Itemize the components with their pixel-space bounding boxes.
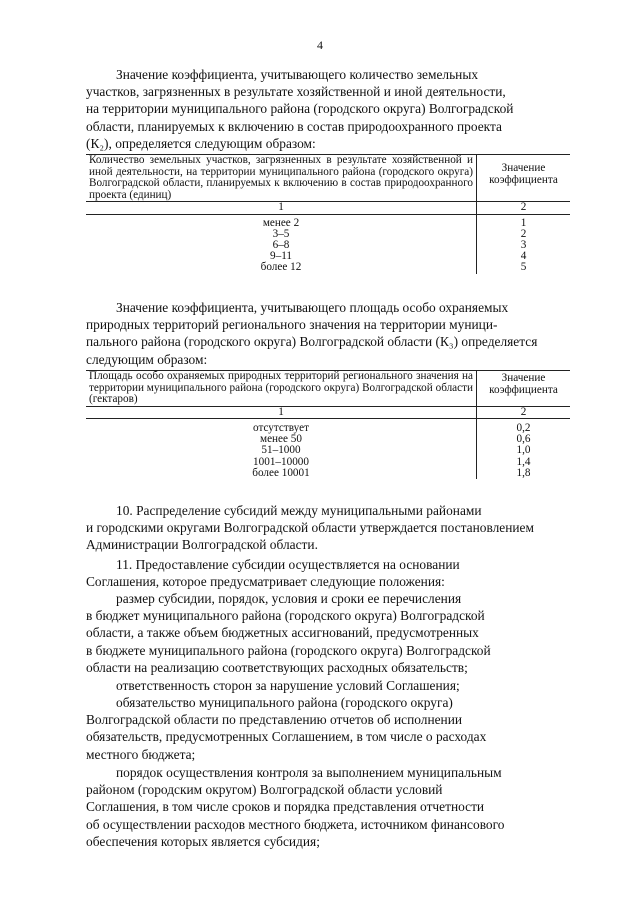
- text-line: размер субсидии, порядок, условия и сроки ее перечисления: [116, 591, 462, 606]
- k2-value-cell: 3: [520, 238, 527, 251]
- k3-intro-paragraph: [86, 299, 570, 368]
- table-row: [86, 468, 570, 479]
- k2-range-cell: 9–11: [86, 251, 477, 262]
- text-line: районом (городским округом) Волгоградской области условий: [86, 782, 443, 798]
- text-line: области, планируемых к включению в состав природоохранного проекта: [86, 118, 502, 134]
- k2-range-cell: менее 2: [86, 214, 477, 229]
- text-line: области, а также объем бюджетных ассигнований, предусмотренных: [86, 625, 479, 641]
- page-number: 4: [317, 38, 323, 52]
- k2-value-cell: 2: [520, 227, 527, 240]
- k2-value-cell: 1: [520, 216, 527, 229]
- table-row: [86, 419, 570, 435]
- table-row: [86, 434, 570, 445]
- k3-range-cell: более 10001: [86, 468, 477, 479]
- k3-header-left: Площадь особо охраняемых природных территорий регионального значения на территории муниципального района (городского округа) Волгоградской области (гектаров): [86, 371, 477, 407]
- text-line: Значение коэффициента, учитывающего площадь особо охраняемых: [116, 300, 509, 315]
- provision-item-subsidy-size: [86, 590, 570, 676]
- table-row: [86, 445, 570, 456]
- text-line: и городскими округами Волгоградской области утверждается постановлением: [86, 520, 534, 536]
- paragraph-10: [86, 502, 570, 554]
- k2-range-cell: 3–5: [86, 229, 477, 240]
- text-line: в бюджете муниципального района (городского округа) Волгоградской: [86, 642, 491, 658]
- text-line: Значение коэффициента, учитывающего количество земельных: [116, 67, 479, 82]
- provision-item-responsibility: [86, 677, 570, 694]
- text-line: Администрации Волгоградской области.: [86, 537, 318, 553]
- k2-column-number-1: 1: [86, 202, 477, 215]
- text-line: на территории муниципального района (городского округа) Волгоградской: [86, 101, 514, 117]
- k3-value-cell: 0,2: [516, 422, 531, 434]
- k2-intro-paragraph: [86, 66, 570, 152]
- k3-value-cell: 1,0: [516, 444, 531, 457]
- k2-header-right: Значение коэффициента: [477, 155, 571, 202]
- k3-column-number-1: 1: [86, 406, 477, 419]
- provision-item-control-procedure: [86, 764, 570, 850]
- text-line: порядок осуществления контроля за выполнением муниципальным: [116, 765, 502, 780]
- k3-range-cell: 1001–10000: [86, 457, 477, 468]
- text-line: области на реализацию соответствующих расходных обязательств;: [86, 659, 468, 675]
- k3-range-cell: 51–1000: [86, 445, 477, 456]
- paragraph-11: [86, 556, 570, 590]
- k3-value-cell: 1,8: [516, 466, 531, 479]
- k2-column-number-2: 2: [477, 202, 571, 215]
- k2-value-cell: 5: [520, 261, 527, 274]
- text-line: местного бюджета;: [86, 746, 196, 762]
- text-line: обязательство муниципального района (городского округа): [116, 695, 453, 710]
- k3-coefficient-table: [86, 370, 570, 479]
- table-row: [86, 251, 570, 262]
- k3-range-cell: отсутствует: [86, 419, 477, 435]
- text-line: Волгоградской области по представлению отчетов об исполнении: [86, 712, 463, 728]
- text-line: Соглашения, которое предусматривает следующие положения:: [86, 574, 445, 590]
- k2-header-left: Количество земельных участков, загрязненных в результате хозяйственной и иной деятельности, на территории муниципального района (городского округа) Волгоградской области, планируемых к включению в состав природоохранного проекта (единиц): [86, 155, 477, 202]
- text-line: обеспечения которых является субсидия;: [86, 833, 320, 849]
- text-line: 10. Распределение субсидий между муниципальными районами: [116, 503, 482, 518]
- k3-range-cell: менее 50: [86, 434, 477, 445]
- text-line: в бюджет муниципального района (городского округа) Волгоградской: [86, 608, 485, 624]
- k3-value-cell: 0,6: [516, 433, 531, 446]
- k3-value-cell: 1,4: [516, 455, 531, 468]
- k2-coefficient-table: [86, 154, 570, 274]
- text-line: участков, загрязненных в результате хозяйственной и иной деятельности,: [86, 84, 506, 100]
- k2-range-cell: 6–8: [86, 240, 477, 251]
- text-line: пального района (городского округа) Волгоградской области (К₃) определяется: [86, 334, 538, 350]
- text-line: ответственность сторон за нарушение условий Соглашения;: [116, 678, 460, 693]
- table-row: [86, 214, 570, 229]
- table-row: [86, 262, 570, 273]
- text-line: Соглашения, в том числе сроков и порядка представления отчетности: [86, 799, 485, 815]
- text-line: обязательств, предусмотренных Соглашением, в том числе о расходах: [86, 729, 487, 745]
- table-row: [86, 240, 570, 251]
- table-row: [86, 457, 570, 468]
- k3-column-number-2: 2: [477, 406, 571, 419]
- text-line: природных территорий регионального значения на территории муници-: [86, 317, 498, 333]
- text-line: об осуществлении расходов местного бюджета, источником финансового: [86, 816, 505, 832]
- text-line: следующим образом:: [86, 351, 208, 367]
- k2-value-cell: 4: [520, 250, 527, 263]
- k2-range-cell: более 12: [86, 262, 477, 273]
- k3-header-right: Значение коэффициента: [477, 371, 571, 407]
- text-line: 11. Предоставление субсидии осуществляется на основании: [116, 557, 460, 572]
- provision-item-reporting-obligation: [86, 694, 570, 763]
- table-row: [86, 229, 570, 240]
- text-line: (К₂), определяется следующим образом:: [86, 135, 316, 151]
